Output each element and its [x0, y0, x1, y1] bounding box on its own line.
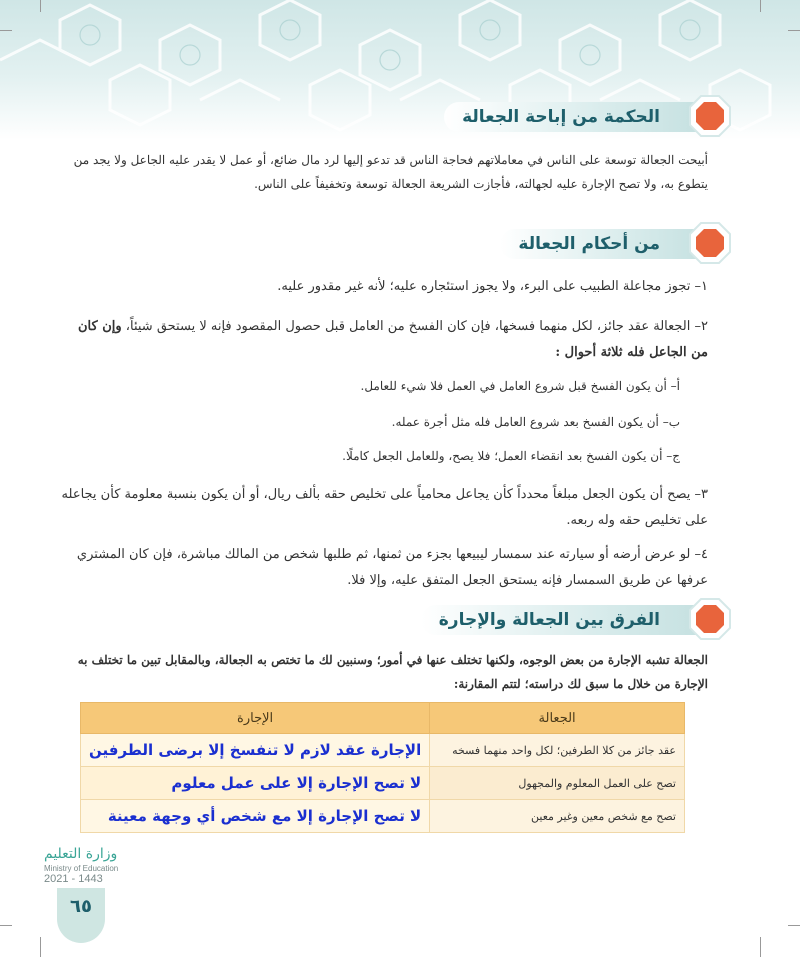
cell-ijara-answer: الإجارة عقد لازم لا تنفسخ إلا برضى الطرفين: [81, 734, 430, 767]
comparison-intro: الجعالة تشبه الإجارة من بعض الوجوه، ولكنها تختلف عنها في أمور؛ وسنبين لك ما تختص به الجعالة، وبالمقابل تبين ما تختلف به الإجارة من خلال ما سبق لك دراسته؛ لتتم المقارنة:: [77, 653, 708, 691]
ruling-2: [60, 314, 708, 366]
cell-jiala: عقد جائز من كلا الطرفين؛ لكل واحد منهما فسخه: [430, 734, 685, 767]
trim-mark: [40, 0, 41, 12]
page-number: ٦٥: [70, 896, 92, 917]
cell-jiala: تصح على العمل المعلوم والمجهول: [430, 767, 685, 800]
table-row: [81, 800, 685, 833]
ruling-2-text: ٢– الجعالة عقد جائز، لكل منهما فسخها، فإن كان الفسخ من العامل قبل حصول المقصود فإنه لا يستحق شيئاً،: [121, 319, 708, 334]
trim-mark: [0, 30, 12, 31]
ministry-name-en: Ministry of Education: [44, 864, 119, 873]
octagon-badge-icon: [688, 221, 732, 265]
column-header-ijara: الإجارة: [81, 703, 430, 734]
section-heading-wisdom: [444, 100, 710, 134]
trim-mark: [788, 30, 800, 31]
cell-jiala: تصح مع شخص معين وغير معين: [430, 800, 685, 833]
table-header-row: [81, 703, 685, 734]
page-number-tab: [57, 888, 105, 943]
cell-ijara-answer: لا تصح الإجارة إلا مع شخص أي وجهة معينة: [81, 800, 430, 833]
trim-mark: [760, 0, 761, 12]
wisdom-paragraph: أبيحت الجعالة توسعة على الناس في معاملاتهم فحاجة الناس قد تدعو إليها لرد مال ضائع، أو عمل لا يقدر عليه الجاعل ولا يجد من يتطوع به، ولا تصح الإجارة عليه لجهالته، فأجازت الشريعة الجعالة توسعة وتخفيفاً على الناس.: [73, 153, 708, 191]
ruling-case-a: أ– أن يكون الفسخ قبل شروع العامل في العمل فلا شيء للعامل.: [360, 379, 680, 393]
cell-ijara-answer: لا تصح الإجارة إلا على عمل معلوم: [81, 767, 430, 800]
ruling-case-c: ج– أن يكون الفسخ بعد انقضاء العمل؛ فلا يصح، وللعامل الجعل كاملًا.: [342, 449, 680, 463]
section-title: من أحكام الجعالة: [500, 229, 710, 259]
table-row: [81, 767, 685, 800]
section-heading-difference: [421, 603, 710, 637]
trim-mark: [40, 937, 41, 957]
ministry-name-ar: وزارة التعليم: [44, 846, 118, 862]
comparison-table: [80, 702, 685, 833]
ruling-4: ٤– لو عرض أرضه أو سيارته عند سمسار ليبيعها بجزء من ثمنها، ثم طلبها شخص من المالك مباشرة، فإن كان المشتري عرفها عن طريق السمسار فإنه يستحق الجعل المتفق عليه، وإلا فلا.: [76, 547, 708, 588]
section-heading-rulings: [500, 227, 710, 261]
table-row: [81, 734, 685, 767]
octagon-badge-icon: [688, 597, 732, 641]
column-header-jiala: الجعالة: [430, 703, 685, 734]
trim-mark: [788, 925, 800, 926]
section-title: الفرق بين الجعالة والإجارة: [421, 605, 710, 635]
ruling-2-bold: وإن كان من الجاعل فله ثلاثة أحوال :: [77, 319, 708, 360]
ruling-1: ١– تجوز مجاعلة الطبيب على البرء، ولا يجوز استئجاره عليه؛ لأنه غير مقدور عليه.: [277, 279, 708, 294]
ruling-3: ٣– يصح أن يكون الجعل مبلغاً محدداً كأن يجاعل محامياً على تخليص حقه بألف ريال، أو أن يكون بنسبة معلومة كأن يجاعله على تخليص حقه وله ربعه.: [61, 487, 708, 528]
ministry-logo: [44, 846, 164, 885]
trim-mark: [0, 925, 12, 926]
octagon-badge-icon: [688, 94, 732, 138]
section-title: الحكمة من إباحة الجعالة: [444, 102, 710, 132]
ruling-case-b: ب– أن يكون الفسخ بعد شروع العامل فله مثل أجرة عمله.: [391, 415, 680, 429]
trim-mark: [760, 937, 761, 957]
edition-year: 2021 - 1443: [44, 873, 103, 885]
